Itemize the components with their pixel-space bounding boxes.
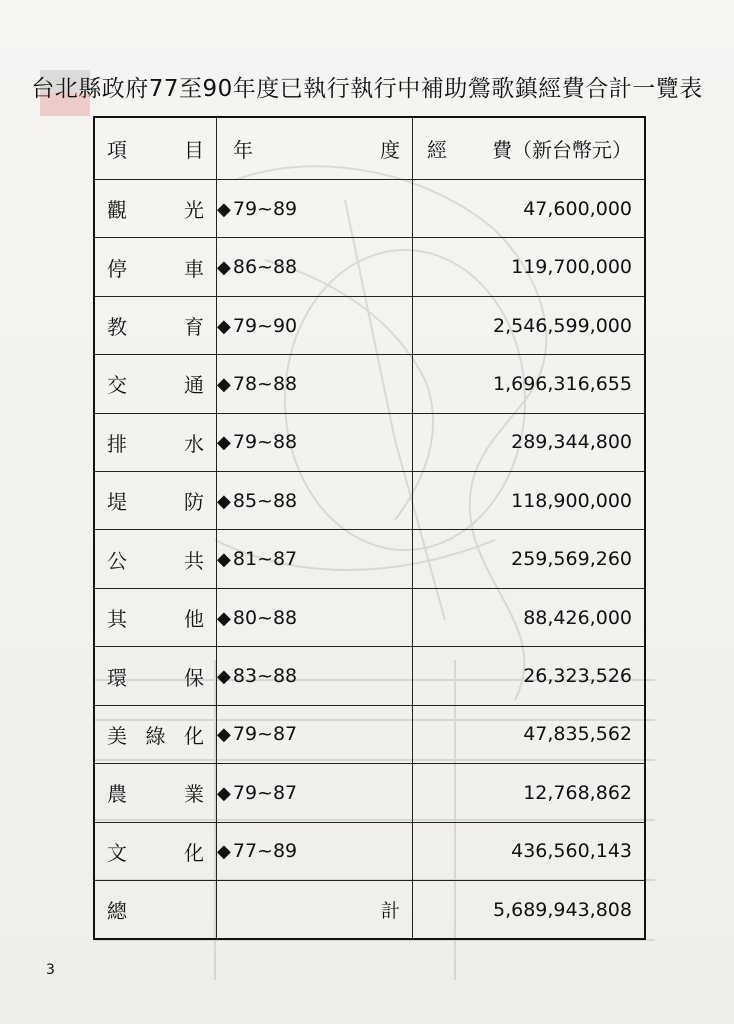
row-item: 觀 光 [94,179,217,237]
row-period: ◆ 79~89 [217,179,413,237]
row-amount: 119,700,000 [413,238,645,296]
row-amount: 12,768,862 [413,764,645,822]
page-title: 台北縣政府77至90年度已執行執行中補助鶯歌鎮經費合計一覽表 [31,76,703,102]
table-row [94,530,645,588]
row-item: 交 通 [94,355,217,413]
row-item: 公 共 [94,530,217,588]
total-label-left: 總 [94,881,217,939]
bullet-diamond-icon: ◆ [217,841,231,863]
row-period: ◆ 80~88 [217,588,413,646]
row-item: 教 育 [94,296,217,354]
row-item: 環 保 [94,647,217,705]
header-item: 項 目 [94,117,217,179]
bullet-diamond-icon: ◆ [217,607,231,629]
bullet-diamond-icon: ◆ [217,490,231,512]
row-item: 其 他 [94,588,217,646]
header-cost: 經 費（新台幣元） [413,117,645,179]
row-period: ◆ 78~88 [217,355,413,413]
row-amount: 47,600,000 [413,179,645,237]
row-period: ◆ 79~88 [217,413,413,471]
table-row [94,296,645,354]
table-row [94,822,645,880]
bullet-diamond-icon: ◆ [217,549,231,571]
table-row [94,472,645,530]
row-amount: 26,323,526 [413,647,645,705]
row-amount: 47,835,562 [413,705,645,763]
row-period: ◆ 83~88 [217,647,413,705]
row-period: ◆ 79~87 [217,705,413,763]
table-body [94,179,645,880]
bullet-diamond-icon: ◆ [217,782,231,804]
row-item: 排 水 [94,413,217,471]
row-amount: 118,900,000 [413,472,645,530]
row-item: 停 車 [94,238,217,296]
bullet-diamond-icon: ◆ [217,315,231,337]
table-row [94,764,645,822]
row-item: 文 化 [94,822,217,880]
row-amount: 289,344,800 [413,413,645,471]
bullet-diamond-icon: ◆ [217,257,231,279]
table-total-row [94,881,645,939]
total-amount: 5,689,943,808 [413,881,645,939]
bullet-diamond-icon: ◆ [217,724,231,746]
funding-summary-table [93,116,646,940]
bullet-diamond-icon: ◆ [217,198,231,220]
row-item: 農 業 [94,764,217,822]
table-row [94,588,645,646]
row-period: ◆ 79~87 [217,764,413,822]
bullet-diamond-icon: ◆ [217,432,231,454]
table-header-row [94,117,645,179]
row-amount: 436,560,143 [413,822,645,880]
row-period: ◆ 81~87 [217,530,413,588]
page-number: 3 [46,962,55,978]
table-row [94,705,645,763]
row-period: ◆ 77~89 [217,822,413,880]
row-amount: 1,696,316,655 [413,355,645,413]
row-amount: 259,569,260 [413,530,645,588]
bullet-diamond-icon: ◆ [217,373,231,395]
table-row [94,179,645,237]
row-period: ◆ 79~90 [217,296,413,354]
total-label-right: 計 [217,881,413,939]
row-amount: 88,426,000 [413,588,645,646]
table-row [94,647,645,705]
table-row [94,355,645,413]
row-period: ◆ 86~88 [217,238,413,296]
table-row [94,413,645,471]
row-item: 堤 防 [94,472,217,530]
header-year: 年 度 [217,117,413,179]
row-item: 美 綠 化 [94,705,217,763]
table-row [94,238,645,296]
row-period: ◆ 85~88 [217,472,413,530]
bullet-diamond-icon: ◆ [217,666,231,688]
row-amount: 2,546,599,000 [413,296,645,354]
